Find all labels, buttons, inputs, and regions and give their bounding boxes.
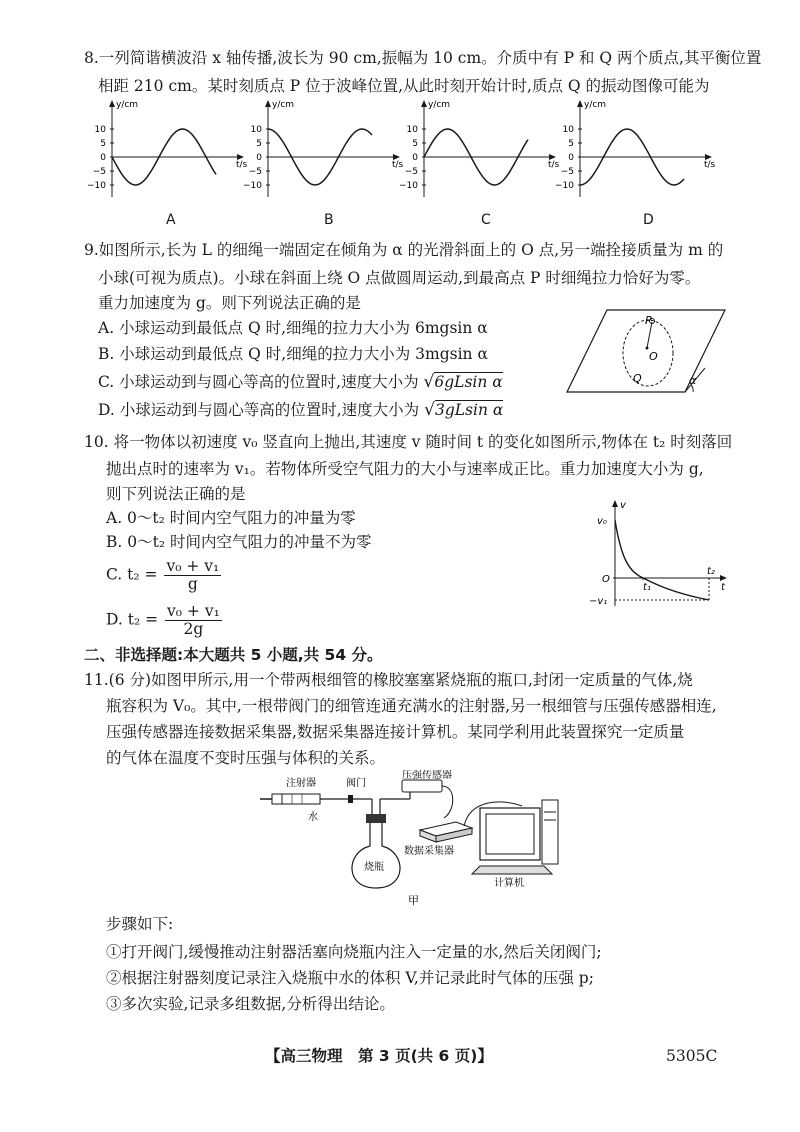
y-axis-arrow — [109, 100, 115, 107]
graph-tick-label: −5 — [92, 167, 106, 177]
label-v0: v₀ — [597, 516, 607, 527]
q11-steps-title: 步骤如下: — [106, 915, 174, 933]
q11-line-4: 的气体在温度不变时压强与体积的关系。 — [106, 749, 386, 767]
graph-tick-label: 5 — [568, 139, 574, 149]
q8-graphs — [0, 95, 800, 235]
label-water: 水 — [308, 812, 318, 823]
label-valve: 阀门 — [346, 778, 366, 789]
q9-option-b: B. 小球运动到最低点 Q 时,细绳的拉力大小为 3mgsin α — [98, 345, 488, 363]
graph-tick-label: 10 — [406, 125, 418, 135]
q9-option-c — [98, 372, 503, 392]
y-axis-arrow — [577, 100, 583, 107]
label-syringe: 注射器 — [286, 778, 316, 789]
graph-tick-label: −10 — [243, 181, 262, 191]
q9-line-2: 小球(可视为质点)。小球在斜面上绕 O 点做圆周运动,到最高点 P 时细绳拉力恰好为零。 — [98, 269, 701, 287]
q10-vt-graph — [585, 498, 730, 613]
label-p: P — [645, 314, 652, 327]
graph-tick-label: −10 — [87, 181, 106, 191]
choice-c-label: C — [481, 212, 491, 228]
graph-t-label: t/s — [704, 160, 716, 170]
graph-tick-label: 10 — [94, 125, 106, 135]
q10-option-d-prefix: D. t₂ = — [106, 610, 159, 629]
page-footer: 【高三物理 第 3 页(共 6 页)】 — [265, 1047, 493, 1065]
figure-caption: 甲 — [408, 894, 419, 907]
q11-line-1: 11.(6 分)如图甲所示,用一个带两根细管的橡胶塞塞紧烧瓶的瓶口,封闭一定质量的气体,烧 — [84, 671, 693, 689]
graph-t-label: t/s — [392, 160, 404, 170]
q9-option-d — [98, 400, 503, 420]
fraction-numerator: v₀ + v₁ — [166, 557, 220, 575]
graph-y-label: y/cm — [116, 100, 139, 110]
y-axis-arrow — [265, 100, 271, 107]
q11-apparatus-figure — [260, 770, 580, 910]
graph-tick-label: 0 — [568, 153, 574, 163]
choice-a-label: A — [166, 212, 176, 228]
graph-tick-label: 0 — [100, 153, 106, 163]
graph-tick-label: 5 — [412, 139, 418, 149]
label-q: Q — [633, 372, 642, 385]
label-computer: 计算机 — [494, 878, 524, 889]
y-axis-arrow — [421, 100, 427, 107]
q10-option-b: B. 0～t₂ 时间内空气阻力的冲量不为零 — [106, 533, 372, 551]
graph-tick-label: 0 — [412, 153, 418, 163]
q9-option-a: A. 小球运动到最低点 Q 时,细绳的拉力大小为 6mgsin α — [98, 319, 488, 337]
q10-option-c — [106, 558, 221, 593]
q10-option-a: A. 0～t₂ 时间内空气阻力的冲量为零 — [106, 509, 356, 527]
sqrt-sign: √ — [424, 400, 435, 420]
q9-line-3: 重力加速度为 g。则下列说法正确的是 — [98, 294, 361, 312]
fraction-denominator: g — [187, 575, 198, 593]
graph-tick-label: 5 — [100, 139, 106, 149]
q11-step-3: ③多次实验,记录多组数据,分析得出结论。 — [106, 995, 395, 1013]
q11-line-2: 瓶容积为 V₀。其中,一根带阀门的细管连通充满水的注射器,另一根细管与压强传感器相连, — [106, 697, 717, 715]
q8-line-1: 8.一列简谐横波沿 x 轴传播,波长为 90 cm,振幅为 10 cm。介质中有 P 和 Q 两个质点,其平衡位置 — [84, 49, 762, 67]
choice-b-label: B — [324, 212, 334, 228]
fraction-numerator: v₀ + v₁ — [167, 602, 220, 620]
label-t-axis: t — [721, 582, 725, 593]
graph-tick-label: −10 — [555, 181, 574, 191]
q9-option-d-root: 3gLsin α — [434, 401, 504, 419]
q9-incline-figure — [565, 308, 730, 398]
sqrt-sign: √ — [423, 372, 435, 392]
section-2-heading: 二、非选择题:本大题共 5 小题,共 54 分。 — [84, 646, 383, 664]
graph-tick-label: −5 — [560, 167, 574, 177]
q9-line-1: 9.如图所示,长为 L 的细绳一端固定在倾角为 α 的光滑斜面上的 O 点,另一端拴接质量为 m 的 — [84, 241, 724, 259]
q8-line-2: 相距 210 cm。某时刻质点 P 位于波峰位置,从此时刻开始计时,质点 Q 的振动图像可能为 — [98, 77, 710, 95]
q10-option-d-fraction — [165, 603, 222, 638]
q11-step-1: ①打开阀门,缓慢推动注射器活塞向烧瓶内注入一定量的水,然后关闭阀门; — [106, 943, 602, 961]
fraction-denominator: 2g — [183, 620, 204, 638]
graph-y-label: y/cm — [272, 100, 295, 110]
q9-option-c-root: 6gLsin α — [434, 373, 503, 391]
graph-tick-label: −5 — [404, 167, 418, 177]
label-t2: t₂ — [707, 566, 715, 577]
graph-y-label: y/cm — [584, 100, 607, 110]
q9-option-d-text: D. 小球运动到与圆心等高的位置时,速度大小为 — [98, 401, 420, 419]
label-alpha: α — [689, 374, 697, 387]
graph-tick-label: −10 — [399, 181, 418, 191]
graph-tick-label: 5 — [256, 139, 262, 149]
graph-y-label: y/cm — [428, 100, 451, 110]
label-t1: t₁ — [643, 582, 651, 593]
choice-d-label: D — [643, 212, 654, 228]
q9-option-c-text: C. 小球运动到与圆心等高的位置时,速度大小为 — [98, 373, 419, 391]
graph-t-label: t/s — [548, 160, 560, 170]
q10-line-1: 10. 将一物体以初速度 v₀ 竖直向上抛出,其速度 v 随时间 t 的变化如图所示,物体在 t₂ 时刻落回 — [84, 433, 733, 451]
q10-option-d — [106, 603, 222, 638]
q11-step-2: ②根据注射器刻度记录注入烧瓶中水的体积 V,并记录此时气体的压强 p; — [106, 969, 594, 987]
label-sensor: 压强传感器 — [402, 770, 452, 781]
graph-tick-label: 0 — [256, 153, 262, 163]
label-v: v — [620, 500, 626, 511]
label-collector: 数据采集器 — [404, 846, 454, 857]
q10-line-2: 抛出点时的速率为 v₁。若物体所受空气阻力的大小与速率成正比。重力加速度大小为 g, — [106, 460, 704, 478]
graph-tick-label: 10 — [250, 125, 262, 135]
graph-tick-label: 10 — [562, 125, 574, 135]
label-flask: 烧瓶 — [364, 862, 384, 873]
q11-line-3: 压强传感器连接数据采集器,数据采集器连接计算机。某同学利用此装置探究一定质量 — [106, 723, 685, 741]
label-o: O — [649, 350, 658, 363]
graph-t-label: t/s — [236, 160, 248, 170]
label-origin: O — [602, 574, 610, 585]
paper-code: 5305C — [666, 1047, 718, 1065]
q10-option-c-prefix: C. t₂ = — [106, 565, 158, 584]
q10-line-3: 则下列说法正确的是 — [106, 485, 246, 503]
q10-option-c-fraction — [164, 558, 221, 593]
label-neg-v1: −v₁ — [589, 596, 608, 607]
graph-tick-label: −5 — [248, 167, 262, 177]
